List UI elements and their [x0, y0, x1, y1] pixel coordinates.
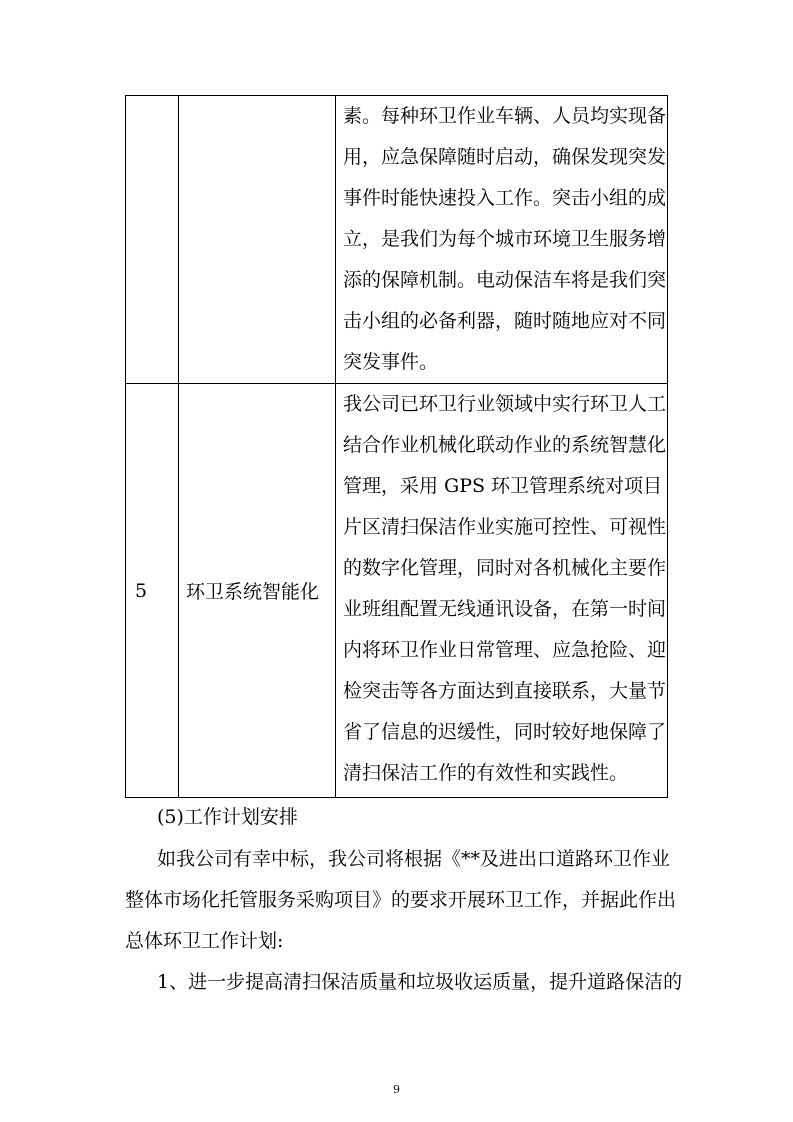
paragraph-plan-intro — [125, 839, 685, 962]
row-number: 5 — [135, 579, 148, 602]
table-row — [126, 96, 668, 384]
description-line: 突发事件。 — [343, 351, 439, 373]
description-line: 的数字化管理，同时对各机械化主要作 — [343, 557, 667, 579]
row-number-cell — [126, 96, 179, 384]
description-line: 击小组的必备利器，随时随地应对不同 — [343, 310, 667, 332]
description-line: 素。每种环卫作业车辆、人员均实现备 — [343, 105, 667, 127]
row-item-cell — [179, 384, 336, 798]
description-line: 用，应急保障随时启动，确保发现突发 — [343, 146, 667, 168]
paragraph-line: 总体环卫工作计划: — [125, 930, 284, 952]
description-line: 清扫保洁工作的有效性和实践性。 — [343, 762, 629, 784]
description-line: 立，是我们为每个城市环境卫生服务增 — [343, 228, 667, 250]
description-line: 结合作业机械化联动作业的系统智慧化 — [343, 434, 667, 456]
content-table — [125, 95, 668, 798]
row-number-cell — [126, 384, 179, 798]
row-description-cell — [336, 96, 668, 384]
description-line: 事件时能快速投入工作。突击小组的成 — [343, 187, 667, 209]
paragraph-plan-item-1 — [125, 962, 685, 1003]
row-description-cell — [336, 384, 668, 798]
paragraph-line: 如我公司有幸中标，我公司将根据《**及进出口道路环卫作业 — [157, 848, 671, 870]
description-line: 省了信息的迟缓性，同时较好地保障了 — [343, 721, 667, 743]
paragraph-line: 整体市场化托管服务采购项目》的要求开展环卫工作，并据此作出 — [125, 889, 677, 911]
page-number: 9 — [393, 1083, 400, 1096]
description-line: 内将环卫作业日常管理、应急抢险、迎 — [343, 639, 667, 661]
description-line: 添的保障机制。电动保洁车将是我们突 — [343, 269, 667, 291]
table-row — [126, 384, 668, 798]
row-item-cell — [179, 96, 336, 384]
paragraph-line: 1、进一步提高清扫保洁质量和垃圾收运质量，提升道路保洁的 — [157, 971, 683, 993]
description-line: 片区清扫保洁作业实施可控性、可视性 — [343, 516, 667, 538]
row-item-title: 环卫系统智能化 — [186, 581, 320, 603]
description-line: 业班组配置无线通讯设备，在第一时间 — [343, 598, 667, 620]
section-heading: (5)工作计划安排 — [157, 806, 298, 828]
description-line: 检突击等各方面达到直接联系，大量节 — [343, 680, 667, 702]
description-line: 我公司已环卫行业领域中实行环卫人工 — [343, 393, 667, 415]
description-line: 管理，采用 GPS 环卫管理系统对项目 — [343, 475, 663, 497]
